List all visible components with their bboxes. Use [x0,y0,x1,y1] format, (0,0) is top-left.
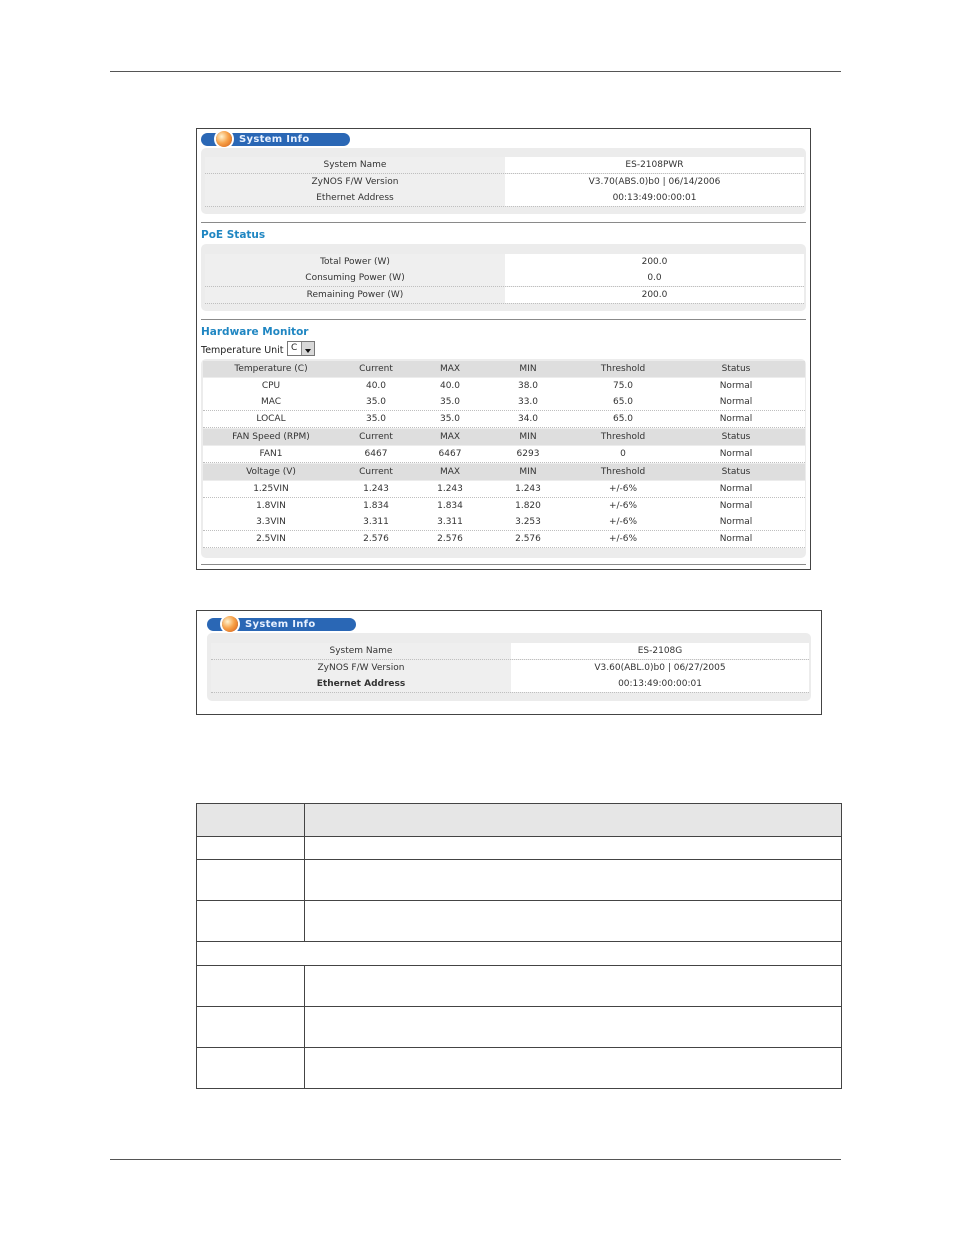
table-cell [305,1048,842,1089]
kv-value: 200.0 [505,254,804,270]
table-cell [305,966,842,1007]
cell: 2.576 [437,534,463,544]
chevron-down-icon[interactable] [301,342,314,355]
cell: 34.0 [517,414,539,424]
cell: 40.0 [365,381,387,391]
system-info-title: System Info [239,134,310,145]
kv-value: 00:13:49:00:00:01 [505,190,804,206]
table-cell [305,837,842,860]
table-cell [305,860,842,901]
cell: FAN1 [259,449,283,459]
kv-label: System Name [211,643,511,659]
temperature-unit-value: C [291,343,298,353]
col-header: Status [721,364,751,374]
cell: Normal [719,517,753,527]
cell: 35.0 [439,414,461,424]
cell: 1.25VIN [253,484,289,494]
kv-label: ZyNOS F/W Version [205,174,505,190]
table-cell [197,860,305,901]
kv-value: V3.70(ABS.0)b0 | 06/14/2006 [505,174,804,190]
col-header: MIN [519,432,537,442]
kv-label: Ethernet Address [211,676,511,692]
col-header: MIN [519,364,537,374]
kv-row-remaining-power [205,287,804,304]
table-cell [197,966,305,1007]
cell: 1.834 [437,501,463,511]
cell: 35.0 [365,397,387,407]
table-header-label [197,804,305,837]
col-header: Current [359,364,393,374]
col-header: MAX [439,432,461,442]
cell: LOCAL [256,414,286,424]
cell: 75.0 [612,381,634,391]
system-info-panel [207,633,811,701]
cell: 2.5VIN [256,534,286,544]
section-divider [201,564,806,565]
cell: Normal [719,381,753,391]
table-cell [305,901,842,942]
voltage-header-row [203,464,805,480]
kv-label: System Name [205,157,505,173]
kv-value: 0.0 [505,270,804,286]
table-row [203,378,805,395]
poe-status-title: PoE Status [201,229,266,241]
kv-row-firmware [211,660,809,677]
cell: Normal [719,414,753,424]
cell: 6293 [516,449,540,459]
cell: 1.243 [437,484,463,494]
cell: 1.8VIN [256,501,286,511]
field-description-table [196,803,842,1089]
col-header: Current [359,432,393,442]
temperature-header-row [203,361,805,377]
cell: +/-6% [608,484,638,494]
poe-status-panel [201,244,806,311]
kv-row-consuming-power [205,270,804,287]
cell: CPU [261,381,281,391]
system-info-title: System Info [245,619,316,630]
cell: 33.0 [517,397,539,407]
kv-row-system-name [211,643,809,660]
bottom-rule [110,1159,841,1160]
cell: 38.0 [517,381,539,391]
table-cell [197,1048,305,1089]
table-row [203,411,805,428]
col-header: Temperature (C) [234,364,308,374]
kv-value: ES-2108G [511,643,809,659]
table-row [203,394,805,411]
table-row [203,446,805,463]
cell: +/-6% [608,534,638,544]
cell: 3.253 [515,517,541,527]
temperature-unit-select[interactable] [287,341,315,356]
col-header: FAN Speed (RPM) [232,432,310,442]
table-row [203,514,805,531]
cell: 40.0 [439,381,461,391]
col-header: Current [359,467,393,477]
kv-label: Total Power (W) [205,254,505,270]
table-row [203,481,805,498]
col-header: MIN [519,467,537,477]
section-divider [201,319,806,320]
cell: 1.243 [515,484,541,494]
orange-orb-icon [216,131,232,147]
kv-value: 00:13:49:00:00:01 [511,676,809,692]
kv-row-system-name [205,157,804,174]
section-divider [201,222,806,223]
kv-value: 200.0 [505,287,804,303]
orange-orb-icon [222,616,238,632]
table-row [203,498,805,515]
cell: 1.820 [515,501,541,511]
cell: Normal [719,397,753,407]
temperature-unit-label: Temperature Unit [201,345,284,356]
fan-header-row [203,429,805,445]
cell: MAC [260,397,282,407]
table-cell [197,837,305,860]
col-header: Status [721,467,751,477]
cell: 35.0 [439,397,461,407]
cell: 0 [620,449,626,459]
kv-label: Remaining Power (W) [205,287,505,303]
table-cell [197,901,305,942]
cell: 1.243 [363,484,389,494]
table-row [203,531,805,548]
table-section-row [197,942,842,966]
system-info-panel [201,148,806,214]
cell: 2.576 [363,534,389,544]
col-header: MAX [439,467,461,477]
kv-value: V3.60(ABL.0)b0 | 06/27/2005 [511,660,809,676]
kv-row-firmware [205,174,804,191]
top-rule [110,71,841,72]
table-cell [197,1007,305,1048]
cell: 6467 [364,449,388,459]
cell: 2.576 [515,534,541,544]
kv-row-total-power [205,254,804,271]
cell: 3.3VIN [256,517,286,527]
col-header: Threshold [600,364,646,374]
table-cell [305,1007,842,1048]
cell: Normal [719,484,753,494]
col-header: Threshold [600,467,646,477]
kv-row-ethernet [205,190,804,207]
kv-row-ethernet [211,676,809,693]
hardware-monitor-title: Hardware Monitor [201,326,309,338]
kv-label: Ethernet Address [205,190,505,206]
col-header: Voltage (V) [246,467,296,477]
cell: 3.311 [363,517,389,527]
kv-label: Consuming Power (W) [205,270,505,286]
cell: 65.0 [612,397,634,407]
table-header-description [305,804,842,837]
col-header: Status [721,432,751,442]
cell: 35.0 [365,414,387,424]
col-header: MAX [439,364,461,374]
cell: +/-6% [608,517,638,527]
cell: Normal [719,501,753,511]
cell: 6467 [438,449,462,459]
cell: 65.0 [612,414,634,424]
cell: 1.834 [363,501,389,511]
kv-label: ZyNOS F/W Version [211,660,511,676]
cell: Normal [719,449,753,459]
cell: Normal [719,534,753,544]
kv-value: ES-2108PWR [505,157,804,173]
cell: 3.311 [437,517,463,527]
cell: +/-6% [608,501,638,511]
col-header: Threshold [600,432,646,442]
